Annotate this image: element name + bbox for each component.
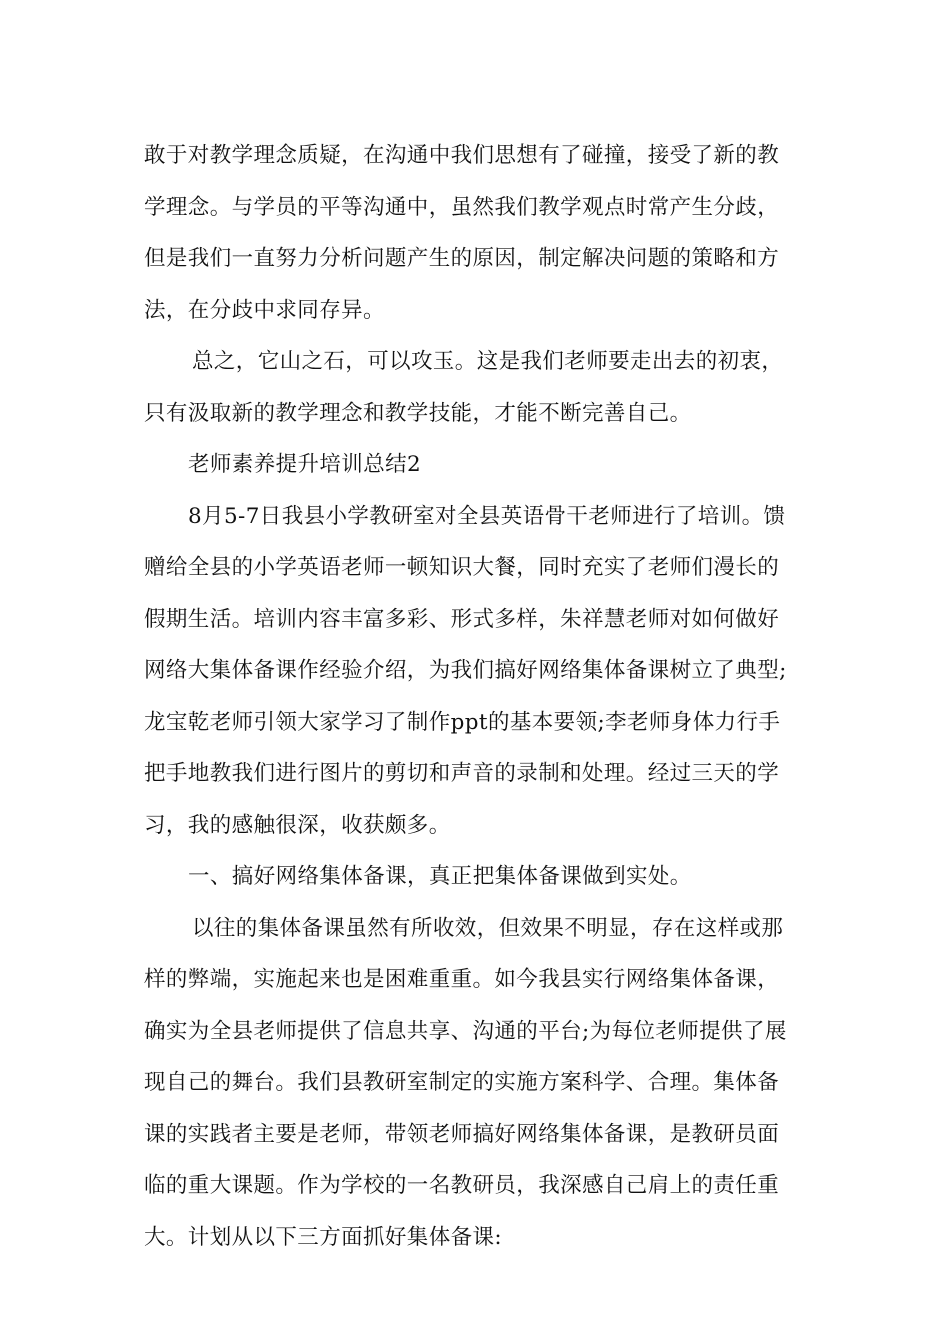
text-line: 现自己的舞台。我们县教研室制定的实施方案科学、合理。集体备: [144, 1070, 780, 1095]
text-line: 法，在分歧中求同存异。: [144, 297, 385, 323]
text-line: 临的重大课题。作为学校的一名教研员，我深感自己肩上的责任重: [144, 1173, 780, 1198]
text-line: 确实为全县老师提供了信息共享、沟通的平台;为每位老师提供了展: [144, 1018, 787, 1044]
section-title: [144, 439, 812, 491]
subsection-heading: [144, 851, 812, 903]
text-line: 学理念。与学员的平等沟通中，虽然我们教学观点时常产生分歧，: [144, 194, 780, 220]
text-line: 样的弊端，实施起来也是困难重重。如今我县实行网络集体备课，: [144, 967, 780, 992]
text-line: 8月5-7日我县小学教研室对全县英语骨干老师进行了培训。馈: [188, 503, 786, 529]
paragraph-reflection: [144, 130, 812, 336]
document-body: [144, 130, 812, 1263]
text-line: 大。计划从以下三方面抓好集体备课:: [144, 1224, 503, 1250]
paragraph-training-intro: [144, 491, 812, 852]
text-line: 只有汲取新的教学理念和教学技能，才能不断完善自己。: [144, 400, 692, 426]
text-line: 假期生活。培训内容丰富多彩、形式多样，朱祥慧老师对如何做好: [144, 606, 780, 632]
text-line: 习，我的感触很深，收获颇多。: [144, 812, 451, 838]
text-line: 敢于对教学理念质疑，在沟通中我们思想有了碰撞，接受了新的教: [144, 143, 780, 168]
subsection-title: 一、搞好网络集体备课，真正把集体备课做到实处。: [188, 864, 692, 889]
text-line: 把手地教我们进行图片的剪切和声音的录制和处理。经过三天的学: [144, 761, 780, 786]
text-line: 以往的集体备课虽然有所收效，但效果不明显，存在这样或那: [192, 915, 784, 941]
section-heading: 老师素养提升培训总结2: [188, 452, 422, 477]
text-line: 赠给全县的小学英语老师一顿知识大餐，同时充实了老师们漫长的: [144, 555, 780, 580]
text-line: 网络大集体备课作经验介绍，为我们搞好网络集体备课树立了典型;: [144, 658, 787, 683]
text-line: 龙宝乾老师引领大家学习了制作ppt的基本要领;李老师身体力行手: [144, 709, 781, 735]
paragraph-conclusion: [144, 336, 812, 439]
paragraph-collective-lesson: [144, 903, 812, 1264]
text-line: 但是我们一直努力分析问题产生的原因，制定解决问题的策略和方: [144, 246, 780, 271]
text-line: 课的实践者主要是老师，带领老师搞好网络集体备课，是教研员面: [144, 1121, 780, 1147]
text-line: 总之，它山之石，可以攻玉。这是我们老师要走出去的初衷，: [192, 349, 784, 374]
